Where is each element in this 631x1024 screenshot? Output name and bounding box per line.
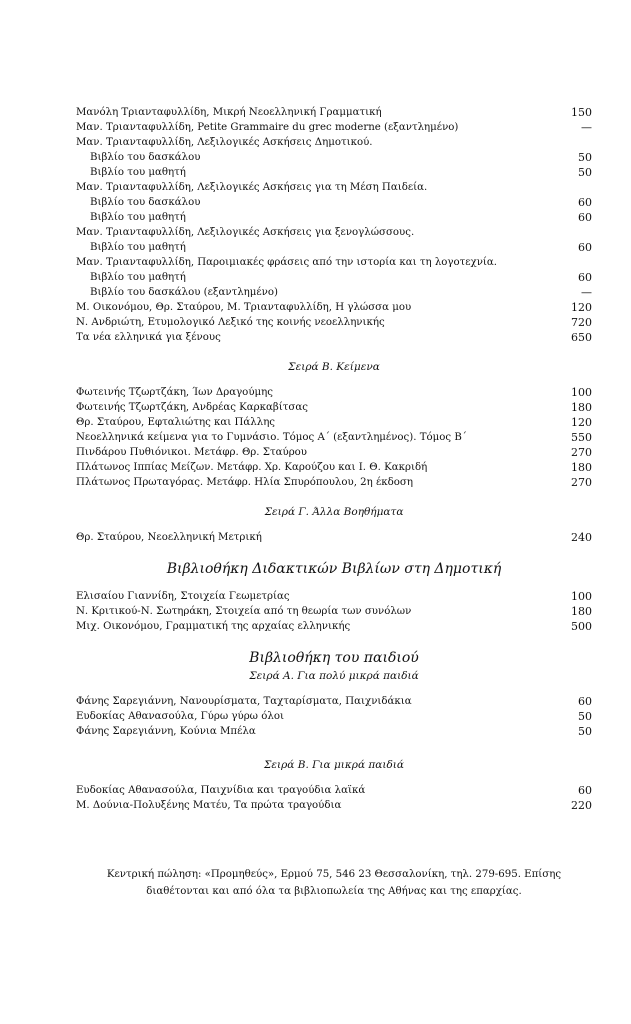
entry-price: 240 <box>571 531 592 544</box>
entry-title: Φωτεινής Τζωρτζάκη, Ανδρέας Καρκαβίτσας <box>76 402 308 413</box>
series-b-heading: Σειρά Β. Κείμενα <box>288 361 380 373</box>
entries-didactic <box>76 589 592 634</box>
entry-title: Πινδάρου Πυθιόνικοι. Μετάφρ. Θρ. Σταύρου <box>76 447 308 458</box>
catalog-entry <box>76 530 592 545</box>
series-a-kids-heading: Σειρά Α. Για πολύ μικρά παιδιά <box>249 670 419 682</box>
series-c-heading: Σειρά Γ. Άλλα Βοηθήματα <box>264 506 404 518</box>
entry-price: 720 <box>571 316 592 329</box>
entry-title: Μ. Οικονόμου, Θρ. Σταύρου, Μ. Τριανταφυλλίδη, Η γλώσσα μου <box>76 302 412 313</box>
catalog-entry <box>76 105 592 120</box>
entry-title: Μ. Δούνια-Πολυξένης Ματέυ, Τα πρώτα τραγούδια <box>76 800 342 811</box>
entry-price: 50 <box>578 725 592 738</box>
entry-title: Μιχ. Οικονόμου, Γραμματική της αρχαίας ελληνικής <box>76 621 351 632</box>
entry-price: 120 <box>571 301 592 314</box>
entry-price: 180 <box>571 461 592 474</box>
footer-line-2: διαθέτονται και από όλα τα βιβλιοπωλεία της Αθήνας και της επαρχίας. <box>146 886 522 897</box>
entries-grammar <box>76 105 592 345</box>
entry-title: Μαν. Τριανταφυλλίδη, Λεξιλογικές Ασκήσεις Δημοτικού. <box>76 137 373 148</box>
entry-title: Φωτεινής Τζωρτζάκη, Ίων Δραγούμης <box>76 387 273 398</box>
series-b-kids-heading: Σειρά Β. Για μικρά παιδιά <box>263 759 405 771</box>
catalog-entry <box>76 430 592 445</box>
catalog-entry <box>76 604 592 619</box>
catalog-entry <box>76 798 592 813</box>
catalog-entry <box>76 694 592 709</box>
entry-price: 60 <box>578 211 592 224</box>
entry-price: 270 <box>571 476 592 489</box>
entry-price: 180 <box>571 605 592 618</box>
entry-price: 100 <box>571 590 592 603</box>
catalog-entry <box>76 400 592 415</box>
entry-title: Βιβλίο του δασκάλου <box>90 152 201 163</box>
catalog-entry <box>76 165 592 180</box>
entry-title: Μαν. Τριανταφυλλίδη, Λεξιλογικές Ασκήσεις για τη Μέση Παιδεία. <box>76 182 428 193</box>
entry-title: Βιβλίο του δασκάλου (εξαντλημένο) <box>90 287 278 298</box>
entry-title: Τα νέα ελληνικά για ξένους <box>76 332 221 343</box>
catalog-entry <box>76 475 592 490</box>
footer-line-1: Κεντρική πώληση: «Προμηθεύς», Ερμού 75, 546 23 Θεσσαλονίκη, τηλ. 279-695. Επίσης <box>106 869 562 880</box>
catalog-entry <box>76 315 592 330</box>
entries-young <box>76 783 592 813</box>
entry-title: Θρ. Σταύρου, Εφταλιώτης και Πάλλης <box>76 417 276 428</box>
catalog-entry <box>76 330 592 345</box>
entry-price: — <box>581 286 592 299</box>
entry-title: Ν. Κριτικού-Ν. Σωτηράκη, Στοιχεία από τη θεωρία των συνόλων <box>76 606 412 617</box>
catalog-entry <box>76 120 592 135</box>
entries-other-aids <box>76 530 592 545</box>
entry-price: 50 <box>578 710 592 723</box>
entry-title: Βιβλίο του μαθητή <box>90 242 186 253</box>
catalog-entry <box>76 225 592 240</box>
catalog-entry <box>76 724 592 739</box>
catalog-entry <box>76 300 592 315</box>
entry-price: 120 <box>571 416 592 429</box>
catalog-entry <box>76 255 592 270</box>
catalog-entry <box>76 460 592 475</box>
entry-title: Ν. Ανδριώτη, Ετυμολογικό Λεξικό της κοινής νεοελληνικής <box>76 317 385 328</box>
entry-title: Φάνης Σαρεγιάννη, Κούνια Μπέλα <box>76 726 256 737</box>
catalog-entry <box>76 285 592 300</box>
entry-price: 60 <box>578 196 592 209</box>
entry-price: 220 <box>571 799 592 812</box>
entry-price: 650 <box>571 331 592 344</box>
entry-title: Μανόλη Τριανταφυλλίδη, Μικρή Νεοελληνική Γραμματική <box>76 107 382 118</box>
catalog-entry <box>76 445 592 460</box>
entry-title: Ευδοκίας Αθανασούλα, Παιχνίδια και τραγούδια λαϊκά <box>76 785 366 796</box>
catalog-entry <box>76 135 592 150</box>
entry-title: Νεοελληνικά κείμενα για το Γυμνάσιο. Τόμος Α΄ (εξαντλημένος). Τόμος Β΄ <box>76 432 467 443</box>
entry-price: — <box>581 121 592 134</box>
entry-title: Ευδοκίας Αθανασούλα, Γύρω γύρω όλοι <box>76 711 284 722</box>
catalog-entry <box>76 619 592 634</box>
entries-texts <box>76 385 592 490</box>
entry-price: 550 <box>571 431 592 444</box>
entry-price: 100 <box>571 386 592 399</box>
entry-price: 180 <box>571 401 592 414</box>
entry-price: 60 <box>578 784 592 797</box>
library-didactic-heading: Βιβλιοθήκη Διδακτικών Βιβλίων στη Δημοτική <box>166 561 502 577</box>
catalog-entry <box>76 180 592 195</box>
catalog-entry <box>76 589 592 604</box>
entry-price: 60 <box>578 241 592 254</box>
entry-price: 150 <box>571 106 592 119</box>
library-child-heading: Βιβλιοθήκη του παιδιού <box>249 650 419 666</box>
entry-title: Θρ. Σταύρου, Νεοελληνική Μετρική <box>76 532 262 543</box>
catalog-entry <box>76 415 592 430</box>
catalog-entry <box>76 240 592 255</box>
entry-price: 50 <box>578 166 592 179</box>
entry-price: 270 <box>571 446 592 459</box>
entry-price: 60 <box>578 695 592 708</box>
entry-title: Βιβλίο του δασκάλου <box>90 197 201 208</box>
entry-title: Φάνης Σαρεγιάννη, Νανουρίσματα, Ταχταρίσματα, Παιχνιδάκια <box>76 696 412 707</box>
catalog-entry <box>76 210 592 225</box>
entry-price: 60 <box>578 271 592 284</box>
entries-very-young <box>76 694 592 739</box>
entry-title: Βιβλίο του μαθητή <box>90 212 186 223</box>
entry-title: Ελισαίου Γιαννίδη, Στοιχεία Γεωμετρίας <box>76 591 290 602</box>
entry-price: 500 <box>571 620 592 633</box>
entry-title: Μαν. Τριανταφυλλίδη, Petite Grammaire du grec moderne (εξαντλημένο) <box>76 122 459 133</box>
catalog-entry <box>76 150 592 165</box>
price-catalog <box>76 105 592 813</box>
entry-title: Βιβλίο του μαθητή <box>90 272 186 283</box>
entry-title: Βιβλίο του μαθητή <box>90 167 186 178</box>
entry-title: Μαν. Τριανταφυλλίδη, Λεξιλογικές Ασκήσεις για ξενογλώσσους. <box>76 227 415 238</box>
catalog-entry <box>76 385 592 400</box>
entry-title: Πλάτωνος Ιππίας Μείζων. Μετάφρ. Χρ. Καρούζου και Ι. Θ. Κακριδή <box>76 462 428 473</box>
catalog-entry <box>76 709 592 724</box>
catalog-entry <box>76 783 592 798</box>
entry-price: 50 <box>578 151 592 164</box>
entry-title: Πλάτωνος Πρωταγόρας. Μετάφρ. Ηλία Σπυρόπουλου, 2η έκδοση <box>76 477 413 488</box>
catalog-entry <box>76 270 592 285</box>
entry-title: Μαν. Τριανταφυλλίδη, Παροιμιακές φράσεις από την ιστορία και τη λογοτεχνία. <box>76 257 498 268</box>
catalog-entry <box>76 195 592 210</box>
footer-note <box>76 866 592 900</box>
